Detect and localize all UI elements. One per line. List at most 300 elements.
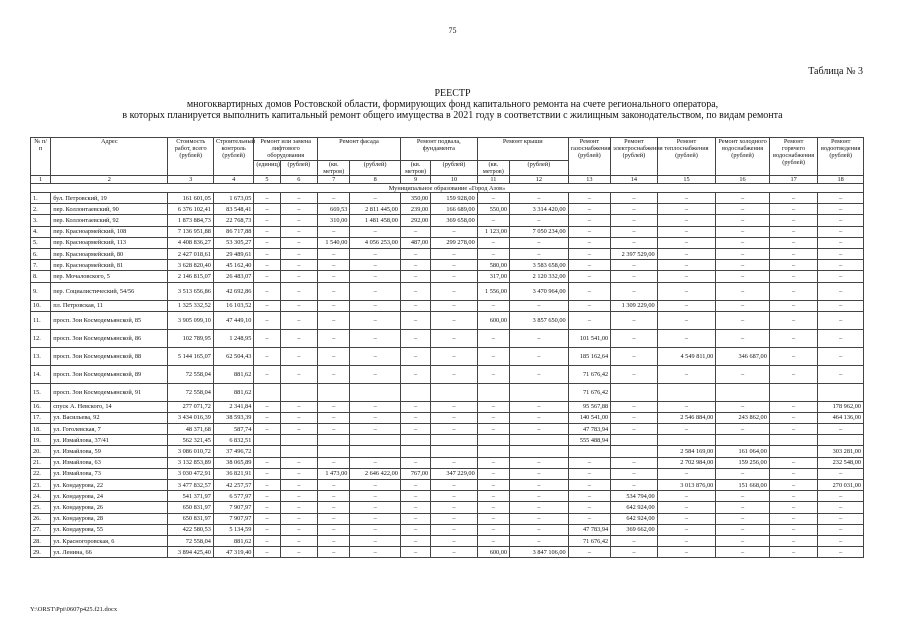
value-cell: 62 504,43: [213, 347, 253, 365]
table-row: [31, 365, 864, 383]
value-cell: [477, 435, 509, 446]
column-number: 10: [431, 176, 478, 184]
value-cell: 369 658,00: [431, 215, 478, 226]
column-number: 9: [400, 176, 430, 184]
value-cell: 650 831,97: [168, 513, 213, 524]
value-cell: 159 256,00: [716, 457, 770, 468]
value-cell: –: [350, 311, 401, 329]
value-cell: [431, 446, 478, 457]
row-number: 8.: [31, 271, 51, 282]
value-cell: 3 857 650,00: [510, 311, 569, 329]
value-cell: 2 397 529,00: [611, 248, 658, 259]
value-cell: –: [818, 502, 864, 513]
value-cell: –: [769, 401, 818, 412]
value-cell: –: [350, 513, 401, 524]
value-cell: 2 120 332,00: [510, 271, 569, 282]
value-cell: [611, 446, 658, 457]
value-cell: –: [400, 300, 430, 311]
value-cell: –: [611, 535, 658, 546]
value-cell: 1 556,00: [477, 282, 509, 300]
value-cell: [431, 435, 478, 446]
value-cell: 2 584 169,00: [657, 446, 716, 457]
value-cell: –: [611, 193, 658, 204]
value-cell: [510, 383, 569, 401]
value-cell: –: [769, 226, 818, 237]
value-cell: 71 676,42: [568, 535, 610, 546]
value-cell: 1 481 458,00: [350, 215, 401, 226]
header-cold: Ремонт холодного водоснабжения (рублей): [716, 138, 770, 176]
address-cell: пер. Коллонтаевский, 90: [51, 204, 168, 215]
value-cell: –: [716, 329, 770, 347]
value-cell: –: [254, 248, 280, 259]
value-cell: –: [510, 502, 569, 513]
address-cell: ул. Кондаурова, 22: [51, 480, 168, 491]
value-cell: –: [716, 260, 770, 271]
value-cell: –: [568, 204, 610, 215]
address-cell: ул. Гоголевская, 7: [51, 424, 168, 435]
row-number: 29.: [31, 547, 51, 558]
value-cell: 45 162,40: [213, 260, 253, 271]
header-elec: Ремонт электроснабжения (рублей): [611, 138, 658, 176]
value-cell: –: [318, 480, 350, 491]
value-cell: –: [318, 401, 350, 412]
value-cell: –: [431, 347, 478, 365]
value-cell: –: [716, 215, 770, 226]
value-cell: 4 549 811,00: [657, 347, 716, 365]
value-cell: –: [657, 468, 716, 479]
value-cell: –: [431, 502, 478, 513]
value-cell: –: [318, 311, 350, 329]
value-cell: –: [716, 401, 770, 412]
value-cell: –: [716, 365, 770, 383]
header-lift-rub: (рублей): [280, 161, 317, 176]
value-cell: –: [510, 412, 569, 423]
address-cell: ул. Измайлова, 63: [51, 457, 168, 468]
value-cell: 161 601,05: [168, 193, 213, 204]
value-cell: [318, 446, 350, 457]
value-cell: –: [818, 226, 864, 237]
address-cell: ул. Кондаурова, 55: [51, 524, 168, 535]
value-cell: –: [477, 468, 509, 479]
value-cell: 159 928,00: [431, 193, 478, 204]
column-number: 1: [31, 176, 51, 184]
value-cell: –: [350, 260, 401, 271]
column-number: 11: [477, 176, 509, 184]
value-cell: –: [611, 226, 658, 237]
value-cell: –: [716, 547, 770, 558]
value-cell: 3 477 832,57: [168, 480, 213, 491]
value-cell: 881,62: [213, 383, 253, 401]
value-cell: –: [350, 365, 401, 383]
value-cell: [769, 435, 818, 446]
value-cell: –: [568, 311, 610, 329]
table-row: [31, 237, 864, 248]
value-cell: –: [477, 513, 509, 524]
value-cell: 86 717,88: [213, 226, 253, 237]
table-row: [31, 412, 864, 423]
column-number: 5: [254, 176, 280, 184]
value-cell: –: [431, 365, 478, 383]
value-cell: 166 689,00: [431, 204, 478, 215]
value-cell: 487,00: [400, 237, 430, 248]
value-cell: 161 064,00: [716, 446, 770, 457]
value-cell: 151 668,00: [716, 480, 770, 491]
value-cell: [254, 446, 280, 457]
value-cell: –: [350, 457, 401, 468]
address-cell: пер. Мочаловского, 5: [51, 271, 168, 282]
value-cell: –: [318, 260, 350, 271]
value-cell: 239,00: [400, 204, 430, 215]
value-cell: 5 144 165,07: [168, 347, 213, 365]
row-number: 13.: [31, 347, 51, 365]
value-cell: –: [568, 547, 610, 558]
value-cell: –: [280, 401, 317, 412]
value-cell: 3 583 658,00: [510, 260, 569, 271]
header-basement-rub: (рублей): [431, 161, 478, 176]
value-cell: –: [716, 468, 770, 479]
value-cell: –: [400, 535, 430, 546]
value-cell: –: [431, 282, 478, 300]
address-cell: ул. Измайлова, 37/41: [51, 435, 168, 446]
value-cell: –: [400, 513, 430, 524]
value-cell: –: [510, 329, 569, 347]
value-cell: –: [769, 248, 818, 259]
table-row: [31, 547, 864, 558]
column-number: 12: [510, 176, 569, 184]
value-cell: –: [318, 248, 350, 259]
value-cell: 1 123,00: [477, 226, 509, 237]
value-cell: –: [716, 524, 770, 535]
value-cell: –: [400, 226, 430, 237]
value-cell: –: [657, 547, 716, 558]
value-cell: 600,00: [477, 311, 509, 329]
value-cell: –: [611, 401, 658, 412]
value-cell: –: [611, 412, 658, 423]
value-cell: –: [350, 329, 401, 347]
value-cell: –: [657, 226, 716, 237]
value-cell: [477, 383, 509, 401]
value-cell: –: [350, 480, 401, 491]
value-cell: –: [280, 457, 317, 468]
value-cell: –: [350, 226, 401, 237]
value-cell: –: [254, 513, 280, 524]
value-cell: 178 962,00: [818, 401, 864, 412]
value-cell: 5 134,59: [213, 524, 253, 535]
row-number: 11.: [31, 311, 51, 329]
value-cell: [657, 435, 716, 446]
value-cell: –: [818, 193, 864, 204]
value-cell: 587,74: [213, 424, 253, 435]
value-cell: 317,00: [477, 271, 509, 282]
value-cell: –: [657, 260, 716, 271]
value-cell: –: [477, 248, 509, 259]
value-cell: –: [254, 215, 280, 226]
value-cell: –: [318, 524, 350, 535]
table-row: [31, 226, 864, 237]
value-cell: 1 540,00: [318, 237, 350, 248]
value-cell: –: [510, 535, 569, 546]
value-cell: –: [350, 502, 401, 513]
value-cell: –: [477, 480, 509, 491]
value-cell: –: [510, 300, 569, 311]
value-cell: –: [818, 215, 864, 226]
value-cell: –: [350, 248, 401, 259]
value-cell: –: [280, 480, 317, 491]
header-facade-m: (кв. метров): [318, 161, 350, 176]
value-cell: –: [318, 300, 350, 311]
value-cell: –: [350, 282, 401, 300]
value-cell: [400, 435, 430, 446]
value-cell: [769, 446, 818, 457]
value-cell: 3 434 016,39: [168, 412, 213, 423]
value-cell: [716, 435, 770, 446]
value-cell: 422 580,53: [168, 524, 213, 535]
value-cell: –: [510, 193, 569, 204]
value-cell: –: [400, 311, 430, 329]
value-cell: 2 811 445,00: [350, 204, 401, 215]
value-cell: –: [716, 300, 770, 311]
address-cell: ул. Кондаурова, 26: [51, 502, 168, 513]
value-cell: –: [431, 401, 478, 412]
value-cell: –: [350, 347, 401, 365]
value-cell: –: [477, 347, 509, 365]
value-cell: 95 567,88: [568, 401, 610, 412]
title-line-2: многоквартирных домов Ростовской области, формирующих фонд капитального ремонта на счете регионального оператора,: [186, 99, 719, 110]
address-cell: ул. Кондаурова, 24: [51, 491, 168, 502]
table-row: [31, 480, 864, 491]
value-cell: –: [254, 524, 280, 535]
value-cell: –: [611, 468, 658, 479]
value-cell: –: [769, 468, 818, 479]
value-cell: 72 558,04: [168, 383, 213, 401]
value-cell: –: [350, 524, 401, 535]
column-number: 13: [568, 176, 610, 184]
value-cell: 6 577,97: [213, 491, 253, 502]
table-row: [31, 282, 864, 300]
table-row: [31, 513, 864, 524]
value-cell: 232 548,00: [818, 457, 864, 468]
value-cell: –: [318, 329, 350, 347]
table-row: [31, 193, 864, 204]
header-roof: Ремонт крыши: [477, 138, 568, 161]
header-cost: Стоимость работ, всего (рублей): [168, 138, 213, 176]
value-cell: –: [611, 311, 658, 329]
value-cell: –: [254, 401, 280, 412]
value-cell: –: [657, 502, 716, 513]
value-cell: [350, 435, 401, 446]
value-cell: –: [769, 193, 818, 204]
value-cell: –: [568, 513, 610, 524]
address-cell: просп. Зои Космодемьянской, 85: [51, 311, 168, 329]
value-cell: 47 449,10: [213, 311, 253, 329]
value-cell: –: [510, 401, 569, 412]
value-cell: –: [611, 271, 658, 282]
value-cell: –: [431, 424, 478, 435]
address-cell: просп. Зои Космодемьянской, 91: [51, 383, 168, 401]
value-cell: –: [318, 491, 350, 502]
address-cell: пер. Красноармейский, 81: [51, 260, 168, 271]
value-cell: –: [318, 365, 350, 383]
value-cell: –: [350, 271, 401, 282]
row-number: 2.: [31, 204, 51, 215]
value-cell: 555 488,94: [568, 435, 610, 446]
value-cell: 4 408 836,27: [168, 237, 213, 248]
value-cell: 3 013 876,00: [657, 480, 716, 491]
column-number: 2: [51, 176, 168, 184]
value-cell: –: [769, 547, 818, 558]
value-cell: 243 862,00: [716, 412, 770, 423]
value-cell: 71 676,42: [568, 383, 610, 401]
value-cell: 6 832,51: [213, 435, 253, 446]
address-cell: просп. Зои Космодемьянской, 89: [51, 365, 168, 383]
value-cell: –: [254, 491, 280, 502]
value-cell: 102 789,95: [168, 329, 213, 347]
value-cell: –: [818, 271, 864, 282]
value-cell: 669,53: [318, 204, 350, 215]
header-lift: Ремонт или замена лифтового оборудования: [254, 138, 318, 161]
row-number: 28.: [31, 535, 51, 546]
value-cell: –: [431, 300, 478, 311]
value-cell: –: [818, 535, 864, 546]
value-cell: –: [318, 226, 350, 237]
row-number: 10.: [31, 300, 51, 311]
value-cell: –: [769, 311, 818, 329]
value-cell: –: [611, 204, 658, 215]
value-cell: –: [477, 401, 509, 412]
header-basement-m: (кв. метров): [400, 161, 430, 176]
value-cell: –: [280, 513, 317, 524]
value-cell: –: [769, 204, 818, 215]
value-cell: 3 513 656,86: [168, 282, 213, 300]
value-cell: –: [769, 282, 818, 300]
value-cell: –: [769, 215, 818, 226]
value-cell: –: [818, 491, 864, 502]
value-cell: –: [510, 524, 569, 535]
value-cell: –: [568, 457, 610, 468]
value-cell: 7 907,97: [213, 513, 253, 524]
value-cell: –: [657, 365, 716, 383]
value-cell: 277 071,72: [168, 401, 213, 412]
column-number: 18: [818, 176, 864, 184]
value-cell: –: [431, 491, 478, 502]
value-cell: –: [350, 424, 401, 435]
value-cell: –: [769, 271, 818, 282]
value-cell: [611, 435, 658, 446]
row-number: 20.: [31, 446, 51, 457]
value-cell: –: [657, 491, 716, 502]
address-cell: пер. Коллонтаевский, 92: [51, 215, 168, 226]
value-cell: 2 146 815,07: [168, 271, 213, 282]
value-cell: –: [510, 468, 569, 479]
value-cell: –: [254, 204, 280, 215]
value-cell: [818, 435, 864, 446]
header-roof-rub: (рублей): [510, 161, 569, 176]
value-cell: –: [818, 237, 864, 248]
address-cell: ул. Кондаурова, 28: [51, 513, 168, 524]
value-cell: 562 321,45: [168, 435, 213, 446]
section-title: Муниципальное образование «Город Азов»: [31, 184, 864, 193]
column-number: 3: [168, 176, 213, 184]
column-number: 4: [213, 176, 253, 184]
header-num: № п/п: [31, 138, 51, 176]
value-cell: [657, 383, 716, 401]
value-cell: 346 687,00: [716, 347, 770, 365]
value-cell: 642 924,00: [611, 502, 658, 513]
value-cell: 1 473,00: [318, 468, 350, 479]
address-cell: ул. Измайлова, 59: [51, 446, 168, 457]
header-roof-m: (кв. метров): [477, 161, 509, 176]
table-row: [31, 524, 864, 535]
value-cell: 72 558,04: [168, 365, 213, 383]
value-cell: 42 692,86: [213, 282, 253, 300]
column-number: 15: [657, 176, 716, 184]
column-numbers-row: [31, 176, 864, 184]
value-cell: –: [769, 347, 818, 365]
value-cell: –: [318, 535, 350, 546]
value-cell: –: [568, 468, 610, 479]
value-cell: 1 325 332,52: [168, 300, 213, 311]
table-row: [31, 502, 864, 513]
value-cell: 299 278,00: [431, 237, 478, 248]
value-cell: [818, 383, 864, 401]
value-cell: [350, 446, 401, 457]
value-cell: –: [431, 226, 478, 237]
value-cell: –: [280, 311, 317, 329]
value-cell: –: [254, 457, 280, 468]
value-cell: 72 558,04: [168, 535, 213, 546]
value-cell: –: [254, 311, 280, 329]
row-number: 26.: [31, 513, 51, 524]
title-line-1: РЕЕСТР: [434, 88, 471, 99]
value-cell: –: [400, 502, 430, 513]
value-cell: –: [657, 424, 716, 435]
value-cell: 881,62: [213, 365, 253, 383]
table-row: [31, 535, 864, 546]
value-cell: –: [716, 513, 770, 524]
value-cell: 3 905 099,10: [168, 311, 213, 329]
value-cell: –: [818, 248, 864, 259]
value-cell: –: [716, 193, 770, 204]
value-cell: –: [657, 193, 716, 204]
value-cell: –: [254, 424, 280, 435]
value-cell: –: [510, 215, 569, 226]
value-cell: –: [769, 535, 818, 546]
value-cell: –: [280, 468, 317, 479]
table-row: [31, 468, 864, 479]
value-cell: –: [568, 282, 610, 300]
value-cell: [716, 383, 770, 401]
row-number: 1.: [31, 193, 51, 204]
value-cell: –: [818, 513, 864, 524]
value-cell: –: [769, 524, 818, 535]
value-cell: –: [318, 424, 350, 435]
value-cell: –: [350, 412, 401, 423]
value-cell: –: [280, 524, 317, 535]
value-cell: –: [611, 282, 658, 300]
value-cell: –: [400, 412, 430, 423]
value-cell: –: [769, 480, 818, 491]
value-cell: –: [400, 457, 430, 468]
value-cell: 350,00: [400, 193, 430, 204]
value-cell: –: [400, 271, 430, 282]
value-cell: 3 314 420,00: [510, 204, 569, 215]
value-cell: –: [254, 237, 280, 248]
value-cell: [280, 446, 317, 457]
row-number: 7.: [31, 260, 51, 271]
value-cell: –: [477, 412, 509, 423]
value-cell: –: [254, 226, 280, 237]
value-cell: –: [254, 260, 280, 271]
